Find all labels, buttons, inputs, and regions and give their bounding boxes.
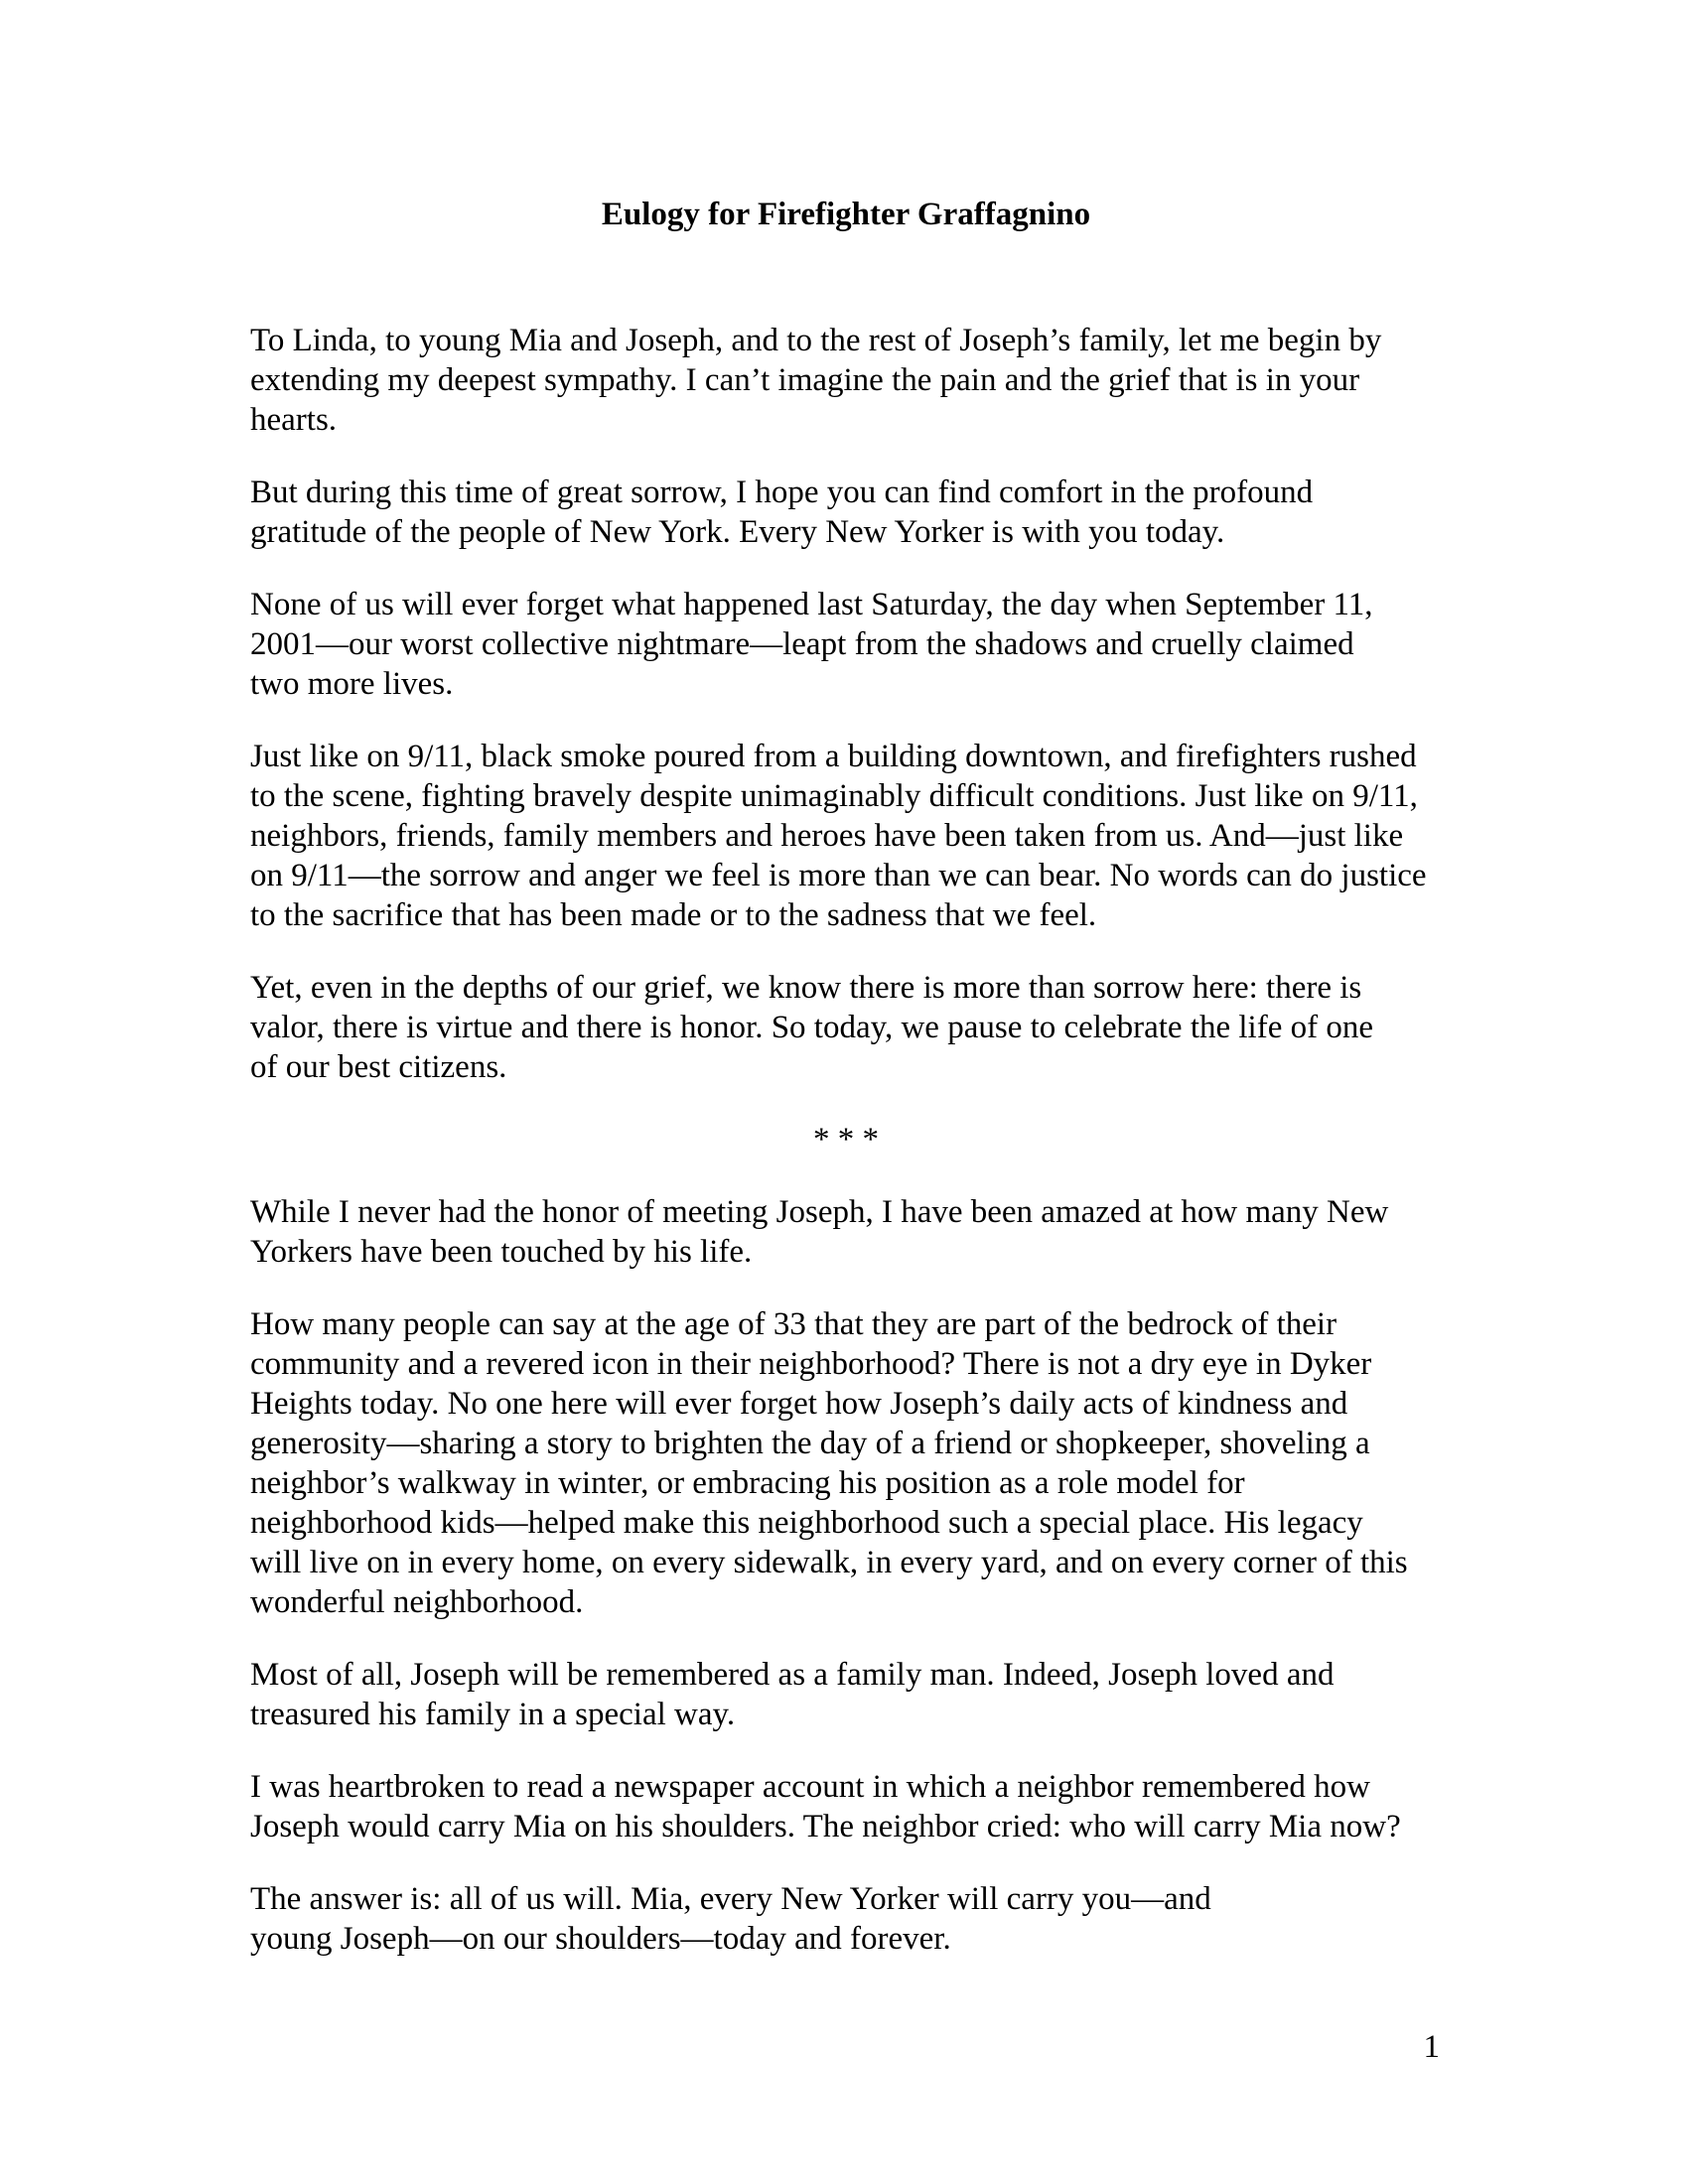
document-body [250,321,1442,1959]
section-divider: * * * [813,1122,879,1158]
paragraph: None of us will ever forget what happened last Saturday, the day when September 11, 2001—our worst collective nightmare—leapt from the shadows and cruelly claimed two more lives. [250,587,1373,702]
paragraph: The answer is: all of us will. Mia, every New Yorker will carry you—and young Joseph—on our shoulders—today and forever. [250,1881,1211,1957]
paragraph: Yet, even in the depths of our grief, we know there is more than sorrow here: there is valor, there is virtue and there is honor. So today, we pause to celebrate the life of one of our best citizens. [250,970,1373,1085]
paragraph: But during this time of great sorrow, I hope you can find comfort in the profound gratitude of the people of New York. Every New Yorker is with you today. [250,475,1314,550]
paragraph: Just like on 9/11, black smoke poured from a building downtown, and firefighters rushed to the scene, fighting bravely despite unimaginably difficult conditions. Just like on 9/11, neighbors, friends, family members and heroes have been taken from us. And—just like on 9/11—the sorrow and anger we feel is more than we can bear. No words can do justice to the sacrifice that has been made or to the sadness that we feel. [250,739,1427,933]
document-title: Eulogy for Firefighter Graffagnino [601,197,1091,232]
paragraph: Most of all, Joseph will be remembered as a family man. Indeed, Joseph loved and treasured his family in a special way. [250,1657,1335,1732]
document-content [250,195,1442,1991]
paragraph: How many people can say at the age of 33 that they are part of the bedrock of their community and a revered icon in their neighborhood? There is not a dry eye in Dyker Heights today. No one here will ever forget how Joseph’s daily acts of kindness and generosity—sharing a story to brighten the day of a friend or shopkeeper, shoveling a neighbor’s walkway in winter, or embracing his position as a role model for neighborhood kids—helped make this neighborhood such a special place. His legacy will live on in every home, on every sidewalk, in every yard, and on every corner of this wonderful neighborhood. [250,1306,1408,1620]
paragraph: I was heartbroken to read a newspaper account in which a neighbor remembered how Joseph would carry Mia on his shoulders. The neighbor cried: who will carry Mia now? [250,1769,1401,1844]
page-number: 1 [1423,2029,1440,2065]
paragraph: To Linda, to young Mia and Joseph, and to the rest of Joseph’s family, let me begin by extending my deepest sympathy. I can’t imagine the pain and the grief that is in your hearts. [250,323,1382,438]
paragraph: While I never had the honor of meeting Joseph, I have been amazed at how many New Yorkers have been touched by his life. [250,1194,1389,1270]
